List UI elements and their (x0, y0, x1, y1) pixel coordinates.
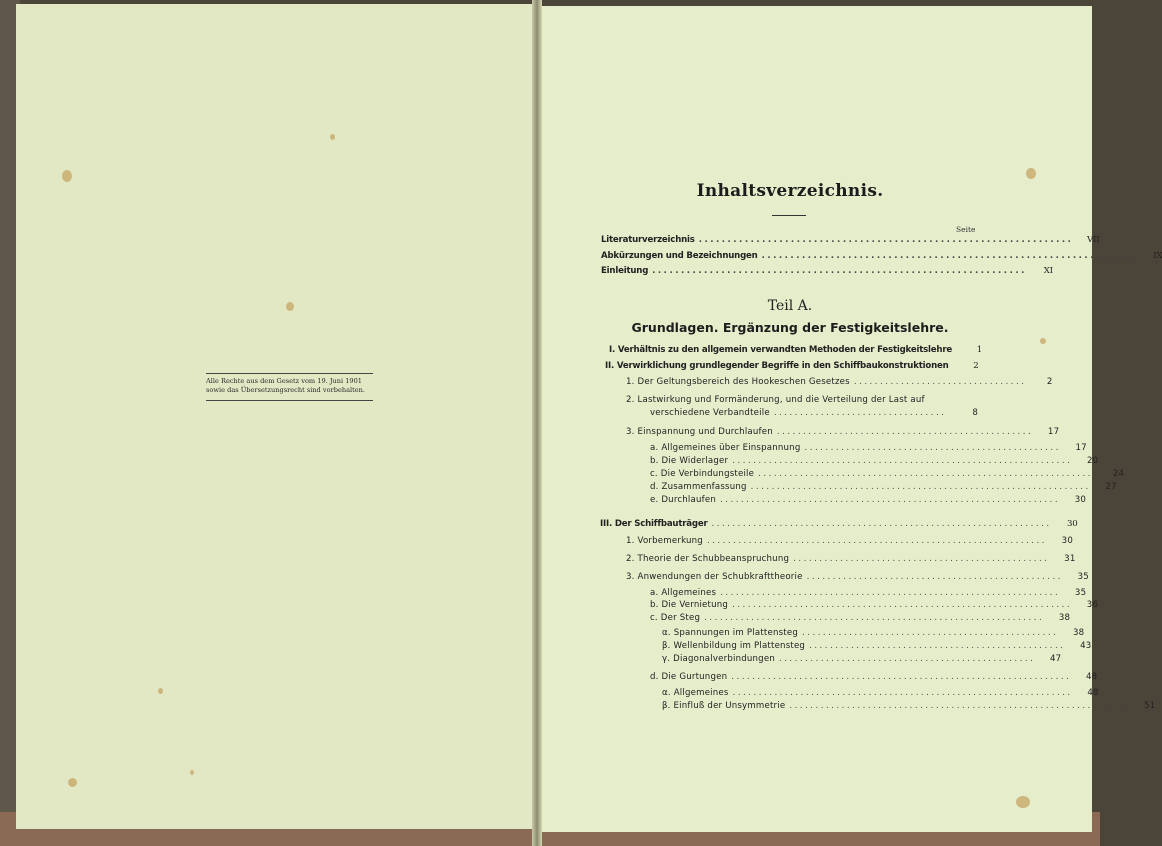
toc-entry-label: d. Die Gurtungen (650, 672, 728, 682)
leader-dots: ................................................. (778, 654, 1036, 664)
foxing-spot (68, 778, 77, 787)
leader-dots: ................................................................. (711, 519, 1052, 529)
toc-title: Inhaltsverzeichnis. (696, 181, 884, 201)
foxing-spot (190, 770, 194, 775)
leader-dots: ................................................................. (761, 251, 1137, 261)
leader-dots: ................................................................. (731, 672, 1072, 682)
toc-entry-page: 30 (1061, 536, 1073, 546)
toc-entry (601, 266, 1053, 276)
toc-entry-label: c. Die Verbindungsteile (650, 469, 755, 479)
toc-entry-page: 27 (1105, 482, 1117, 492)
toc-entry-label: II. Verwirklichung grundlegender Begriffe in den Schiffbaukonstruktionen (605, 361, 949, 371)
toc-entry-label: d. Zusammenfassung (650, 482, 747, 492)
toc-entry-page: 48 (1087, 688, 1099, 698)
leader-dots: ................................................. (809, 641, 1066, 651)
toc-entry-page: 38 (1058, 613, 1071, 623)
toc-entry-label: Abkürzungen und Bezeichnungen (601, 251, 758, 261)
foxing-spot (330, 134, 335, 140)
toc-entry (626, 536, 1073, 546)
toc-entry-label: Literaturverzeichnis (601, 235, 695, 245)
leader-dots: ................................................................. (704, 613, 1045, 623)
toc-entry (662, 628, 1085, 638)
toc-entry-label: α. Allgemeines (662, 688, 729, 698)
toc-entry-label: c. Der Steg (650, 613, 701, 623)
foxing-spot (1026, 168, 1036, 179)
toc-entry (601, 235, 1100, 245)
leader-dots: ................................................................. (720, 495, 1061, 505)
toc-entry-page: 2 (1046, 377, 1053, 387)
toc-entry (650, 613, 1071, 623)
foxing-spot (1016, 796, 1030, 808)
copyright-line-2: sowie das Übersetzungsrecht sind vorbehalten. (206, 386, 366, 394)
toc-entry (626, 427, 1060, 437)
leader-dots: ................................................. (806, 572, 1063, 582)
toc-entry-label: 3. Einspannung und Durchlaufen (626, 427, 773, 437)
toc-entry (626, 554, 1076, 564)
toc-entry (650, 600, 1099, 610)
toc-entry (626, 572, 1089, 582)
toc-entry (650, 672, 1098, 682)
toc-entry-label: α. Spannungen im Plattensteg (662, 628, 798, 638)
toc-entry (650, 495, 1087, 505)
toc-entry (650, 443, 1087, 453)
toc-entry-page: 43 (1080, 641, 1092, 651)
toc-entry-label: 1. Der Geltungsbereich des Hookeschen Gesetzes (626, 377, 850, 387)
toc-entry (650, 408, 978, 418)
toc-entry-label: e. Durchlaufen (650, 495, 716, 505)
leader-dots: ................................................................. (750, 482, 1091, 492)
toc-entry (626, 377, 1053, 387)
toc-entry-page: 2 (973, 361, 979, 371)
toc-entry-page: 31 (1064, 554, 1076, 564)
toc-entry (601, 251, 1162, 261)
leader-dots: ................................. (773, 408, 947, 418)
toc-entry-label: III. Der Schiffbauträger (600, 519, 708, 529)
toc-entry-label: a. Allgemeines (650, 588, 717, 598)
part-subtitle: Grundlagen. Ergänzung der Festigkeitslehre. (631, 320, 949, 335)
part-title: Teil A. (767, 298, 813, 314)
foxing-spot (62, 170, 72, 182)
toc-entry-page: IX (1153, 251, 1162, 261)
toc-entry (609, 345, 982, 355)
toc-entry-page: 35 (1077, 572, 1089, 582)
leader-dots: ................................................................. (720, 588, 1061, 598)
title-rule (772, 215, 806, 216)
leader-dots: ................................................................. (732, 456, 1073, 466)
toc-entry-label: a. Allgemeines über Einspannung (650, 443, 801, 453)
toc-entry-page: 20 (1086, 456, 1099, 466)
toc-entry-page: 1 (976, 345, 982, 355)
copyright-line-1: Alle Rechte aus dem Gesetz vom 19. Juni 1901 (206, 377, 362, 385)
toc-entry-label: 2. Theorie der Schubbeanspruchung (626, 554, 790, 564)
toc-entry-page: 38 (1073, 628, 1085, 638)
toc-entry-page: 24 (1112, 469, 1125, 479)
toc-entry-page: 47 (1049, 654, 1062, 664)
toc-entry (605, 361, 978, 371)
toc-entry-page: 30 (1074, 495, 1087, 505)
toc-entry-page: 8 (972, 408, 978, 418)
seite-label: Seite (956, 225, 976, 234)
leader-dots: ................................................. (802, 628, 1059, 638)
toc-entry (662, 688, 1099, 698)
toc-entry-label: Einleitung (601, 266, 649, 276)
toc-entry-page: 17 (1075, 443, 1087, 453)
toc-entry-label: b. Die Vernietung (650, 600, 729, 610)
toc-entry-label: b. Die Widerlager (650, 456, 729, 466)
toc-entry-label: I. Verhältnis zu den allgemein verwandten Methoden der Festigkeitslehre (609, 345, 952, 355)
leader-dots: ................................................................. (789, 701, 1130, 711)
toc-entry-label: 1. Vorbemerkung (626, 536, 703, 546)
toc-entry-page: VII (1087, 235, 1100, 245)
toc-entry (650, 482, 1117, 492)
book-gutter (532, 0, 542, 846)
toc-entry-page: 30 (1067, 519, 1078, 529)
copyright-notice (206, 373, 373, 401)
toc-entry-label: verschiedene Verbandteile (650, 408, 770, 418)
toc-entry-page: 35 (1074, 588, 1087, 598)
toc-entry-label: 3. Anwendungen der Schubkrafttheorie (626, 572, 803, 582)
toc-entry-page: 36 (1086, 600, 1099, 610)
toc-entry (662, 654, 1062, 664)
toc-entry (650, 456, 1099, 466)
leader-dots: ................................................................. (758, 469, 1099, 479)
toc-entry (662, 641, 1092, 651)
toc-entry-label: γ. Diagonalverbindungen (662, 654, 775, 664)
foxing-spot (1040, 338, 1046, 344)
toc-entry (650, 588, 1087, 598)
leader-dots: ................................................................. (706, 536, 1047, 546)
leader-dots: ................................................................. (698, 235, 1074, 245)
toc-entry (662, 701, 1156, 711)
toc-entry-label: β. Wellenbildung im Plattensteg (662, 641, 806, 651)
toc-entry-label: 2. Lastwirkung und Formänderung, und die Verteilung der Last auf (626, 395, 925, 405)
toc-entry (600, 519, 1078, 529)
foxing-spot (286, 302, 294, 311)
leader-dots: ................................................. (776, 427, 1034, 437)
leader-dots: ................................................. (793, 554, 1050, 564)
toc-entry-page: 48 (1085, 672, 1098, 682)
left-page (16, 4, 536, 829)
leader-dots: ................................................................. (652, 266, 1027, 276)
leader-dots: ................................................................. (732, 600, 1073, 610)
toc-entry (650, 469, 1125, 479)
toc-entry-label: β. Einfluß der Unsymmetrie (662, 701, 786, 711)
toc-entry-page: XI (1043, 266, 1053, 276)
toc-entry-page: 17 (1047, 427, 1060, 437)
leader-dots: ................................. (853, 377, 1027, 387)
toc-entry-page: 51 (1144, 701, 1156, 711)
foxing-spot (158, 688, 163, 694)
leader-dots: ................................................................. (732, 688, 1073, 698)
leader-dots: ................................................. (804, 443, 1061, 453)
